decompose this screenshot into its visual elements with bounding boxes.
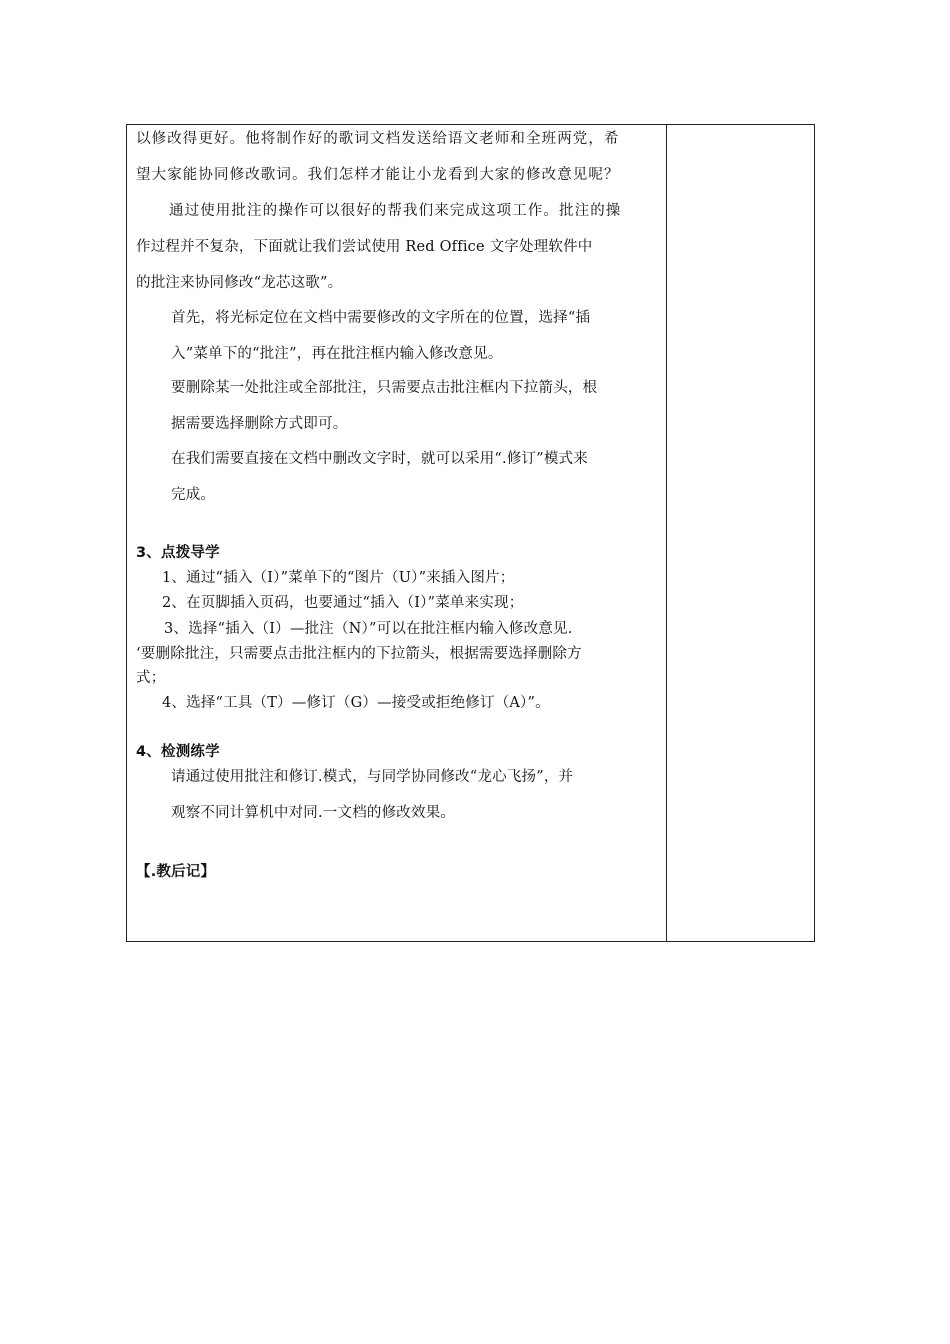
section3-item-2: 2、在页脚插入页码，也要通过“插入（I）”菜单来实现； [162, 595, 524, 611]
step1-line-a: 首先，将光标定位在文档中需要修改的文字所在的位置，选择“插 [171, 310, 591, 326]
afterword-heading: 【.教后记】 [136, 864, 216, 880]
notes-cell [667, 125, 814, 941]
lesson-table [126, 124, 815, 942]
step3-line-b: 完成。 [171, 487, 216, 503]
section3-heading: 3、点拨导学 [136, 545, 220, 561]
intro-line-4: 作过程并不复杂，下面就让我们尝试使用 Red Office 文字处理软件中 [136, 239, 593, 255]
step2-line-a: 要删除某一处批注或全部批注，只需要点击批注框内下拉箭头，根 [171, 380, 598, 396]
section3-item-3b: ‘要删除批注，只需要点击批注框内的下拉箭头，根据需要选择删除方 [136, 646, 582, 662]
content-cell [127, 125, 666, 941]
step2-line-b: 据需要选择删除方式即可。 [171, 416, 348, 432]
intro-line-2: 望大家能协同修改歌词。我们怎样才能让小龙看到大家的修改意见呢？ [136, 167, 620, 183]
intro-line-1: 以修改得更好。他将制作好的歌词文档发送给语文老师和全班两党，希 [136, 131, 620, 147]
section3-item-1: 1、通过“插入（I）”菜单下的“图片（U）”来插入图片； [162, 570, 515, 586]
intro-line-5: 的批注来协同修改“龙芯这歌”。 [136, 275, 343, 291]
section3-item-3a: 3、选择“插入（I）—批注（N）”可以在批注框内输入修改意见. [164, 621, 573, 637]
section3-item-4: 4、选择“工具（T）—修订（G）—接受或拒绝修订（A）”。 [162, 695, 550, 711]
section4-line-2: 观察不同计算机中对同.一文档的修改效果。 [171, 805, 456, 821]
section3-item-3c: 式； [136, 670, 166, 686]
step3-line-a: 在我们需要直接在文档中删改文字时，就可以采用“.修订”模式来 [171, 451, 588, 467]
section4-heading: 4、检测练学 [136, 744, 220, 760]
intro-line-3: 通过使用批注的操作可以很好的帮我们来完成这项工作。批注的操 [169, 203, 622, 219]
step1-line-b: 入”菜单下的“批注”，再在批注框内输入修改意见。 [171, 346, 503, 362]
section4-line-1: 请通过使用批注和修订.模式，与同学协同修改“龙心飞扬”，并 [171, 769, 574, 785]
